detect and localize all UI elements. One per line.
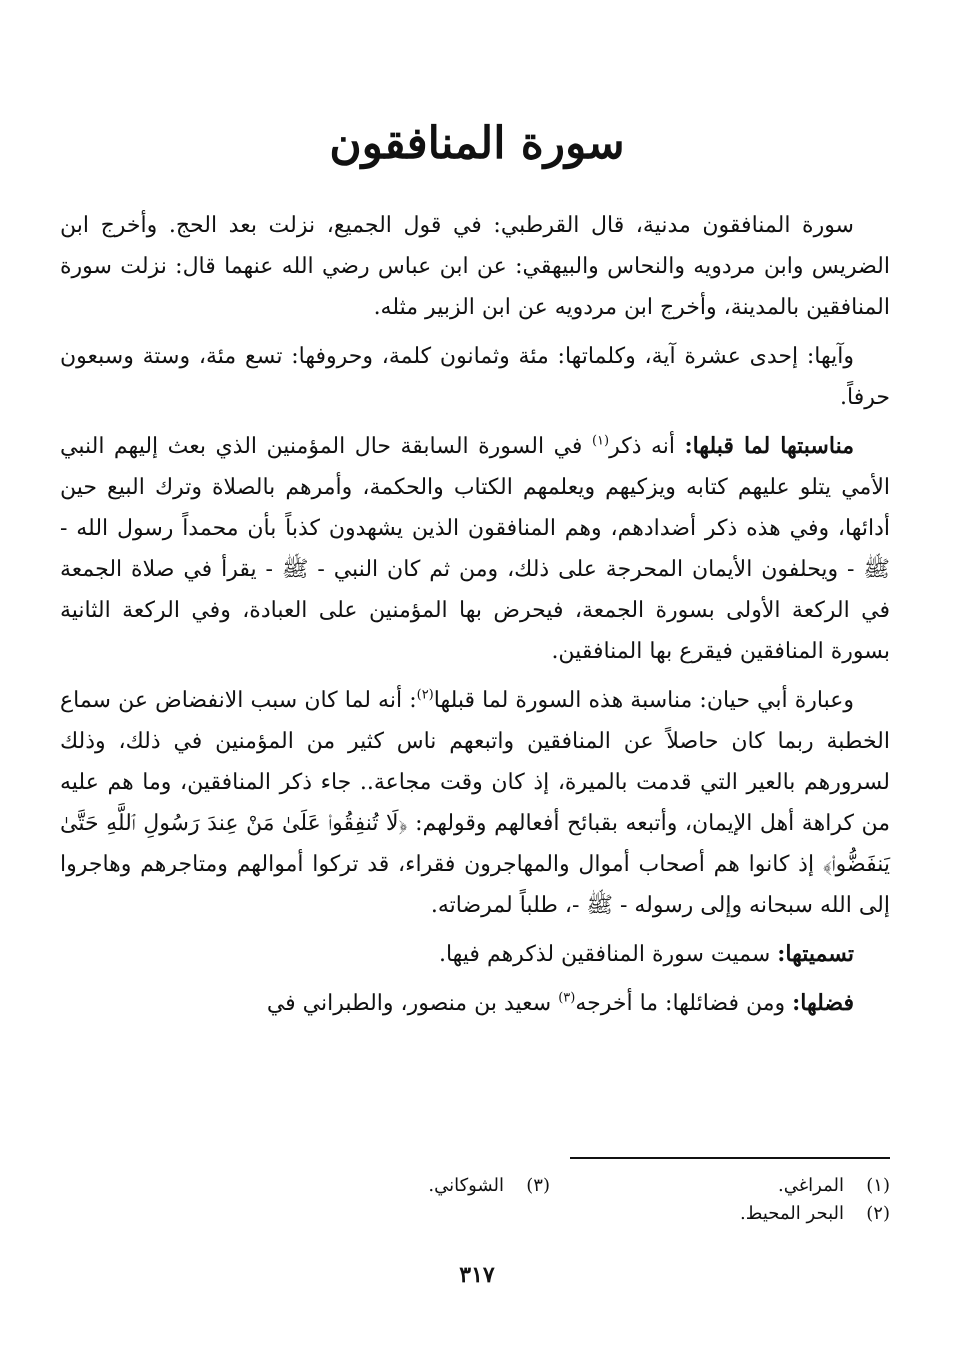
naming-text: سميت سورة المنافقين لذكرهم فيها. xyxy=(438,942,778,967)
footnote-text: المراغي. xyxy=(778,1175,844,1196)
heading-relation: مناسبتها لما قبلها: xyxy=(684,433,854,459)
paragraph-relation xyxy=(60,426,890,672)
virtues-text-b: سعيد بن منصور، والطبراني في xyxy=(266,991,559,1016)
paragraph-naming xyxy=(60,934,890,975)
paragraph-virtues xyxy=(60,983,890,1024)
paragraph-verse-count: وآيها: إحدى عشرة آية، وكلماتها: مئة وثمانون كلمة، وحروفها: تسع مئة، وستة وسبعون حرفاً. xyxy=(60,344,890,410)
page-number: ٣١٧ xyxy=(459,1262,495,1288)
relation-text-a: أنه ذكر xyxy=(609,434,685,459)
heading-virtues: فضلها: xyxy=(792,990,854,1016)
footnote-text: البحر المحيط. xyxy=(740,1203,844,1224)
footnote-divider xyxy=(570,1157,890,1159)
footnote-1 xyxy=(550,1172,890,1200)
paragraph-abu-hayyan xyxy=(60,680,890,926)
footnote-number: (٢) xyxy=(866,1203,890,1224)
heading-naming: تسميتها: xyxy=(777,941,854,967)
footnote-text: الشوكاني. xyxy=(428,1175,504,1196)
footnote-3 xyxy=(210,1172,550,1200)
footnote-ref-2: (٢) xyxy=(416,687,434,703)
footnote-number: (٣) xyxy=(526,1175,550,1196)
paragraph-intro: سورة المنافقون مدنية، قال القرطبي: في قول الجميع، نزلت بعد الحج. وأخرج ابن الضريس وابن مردويه والنحاس والبيهقي: عن ابن عباس رضي الله عنهما قال: نزلت سورة المنافقين بالمدينة، وأخرج ابن مردويه عن ابن الزبير مثله. xyxy=(60,213,890,320)
body-text xyxy=(60,205,890,1032)
relation-text-b: في السورة السابقة حال المؤمنين الذي بعث إليهم النبي الأمي يتلو عليهم كتابه ويزكيهم ويعلمهم الكتاب والحكمة، وأمرهم بالصلاة وترك البيع حين أدائها، وفي هذه ذكر أضدادهم، وهم المنافقون الذين يشهدون كذباً بأن محمداً رسول الله - ﷺ - ويحلفون الأيمان المحرجة على ذلك، ومن ثم كان النبي - ﷺ - يقرأ في صلاة الجمعة في الركعة الأولى بسورة الجمعة، فيحرض بها المؤمنين على العبادة، وفي الركعة الثانية بسورة المنافقين فيقرع بها المنافقين. xyxy=(60,434,890,664)
abu-hayyan-text-a: وعبارة أبي حيان: مناسبة هذه السورة لما قبلها xyxy=(433,688,854,713)
footnote-2 xyxy=(550,1200,890,1228)
footnote-number: (١) xyxy=(866,1175,890,1196)
footnote-ref-3: (٣) xyxy=(558,990,576,1006)
virtues-text-a: ومن فضائلها: ما أخرجه xyxy=(575,991,793,1016)
footnotes xyxy=(60,1172,890,1228)
footnote-ref-1: (١) xyxy=(591,433,610,449)
abu-hayyan-text-b: : أنه لما كان سبب الانفضاض عن سماع الخطبة ربما كان حاصلاً عن المنافقين واتبعهم ناس كثير من المؤمنين في ذلك، وذلك لسرورهم بالعير التي قدمت بالميرة، إذ كان وقت مجاعة.. جاء ذكر المنافقين، وما هم عليه من كراهة أهل الإيمان، وأتبعه بقبائح أفعالهم وقولهم: ﴿لَا تُنفِقُوا۟ عَلَىٰ مَنْ عِندَ رَسُولِ ٱللَّهِ حَتَّىٰ يَنفَضُّوا۟﴾ إذ كانوا هم أصحاب أموال والمهاجرون فقراء، قد تركوا أموالهم ومتاجرهم وهاجروا إلى الله سبحانه وإلى رسوله - ﷺ -، طلباً لمرضاته. xyxy=(60,688,890,918)
surah-title: سورة المنافقون xyxy=(329,118,625,169)
